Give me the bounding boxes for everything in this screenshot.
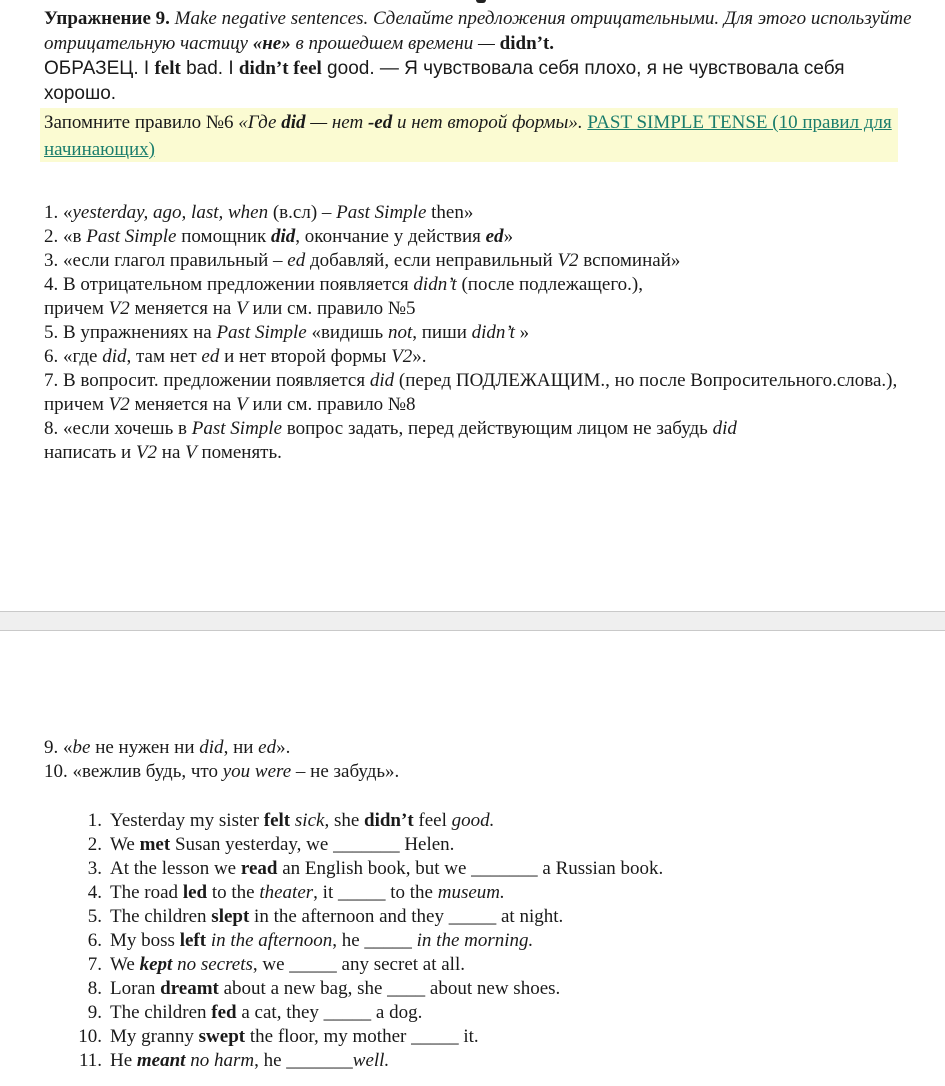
list-item: 5. The children slept in the afternoon and they _____ at night. xyxy=(87,906,564,927)
rule-4: 4. В отрицательном предложении появляется didn’t (после подлежащего.), причем V2 меняется на V или см. правило №5 xyxy=(44,274,643,319)
rules-list-continued xyxy=(44,736,924,784)
rule-3: 3. «если глагол правильный – ed добавляй, если неправильный V2 вспоминай» xyxy=(44,250,681,271)
list-item: 2. We met Susan yesterday, we _______ Helen. xyxy=(87,834,455,855)
sample-sentence: ОБРАЗЕЦ. I felt bad. I didn’t feel good. — Я чувствовала себя плохо, я не чувствовала себя хорошо. xyxy=(44,58,845,104)
list-item: 8. Loran dreamt about a new bag, she ____ about new shoes. xyxy=(87,978,561,999)
rule-note: Запомните правило №6 «Где did — нет -ed и нет второй формы». PAST SIMPLE TENSE (10 правил для начинающих) xyxy=(44,112,892,160)
list-item: 10. My granny swept the floor, my mother _____ it. xyxy=(78,1026,479,1047)
exercise-sentences xyxy=(76,809,936,1073)
rule-6: 6. «где did, там нет ed и нет второй формы V2». xyxy=(44,346,427,367)
list-item: 7. We kept no secrets, we _____ any secret at all. xyxy=(87,954,465,975)
list-item: 6. My boss left in the afternoon, he _____ in the morning. xyxy=(87,930,534,951)
list-item: 11. He meant no harm, he _______well. xyxy=(78,1050,390,1071)
list-item: 1. Yesterday my sister felt sick, she didn’t feel good. xyxy=(87,810,495,831)
page-break-divider xyxy=(0,611,945,631)
rule-2: 2. «в Past Simple помощник did, окончание у действия ed» xyxy=(44,226,514,247)
rule-5: 5. В упражнениях на Past Simple «видишь not, пиши didn’t » xyxy=(44,322,530,343)
rule-7: 7. В вопросит. предложении появляется did (перед ПОДЛЕЖАЩИМ., но после Вопросительного.слова.), причем V2 меняется на V или см. правило №8 xyxy=(44,370,898,415)
rule-8: 8. «если хочешь в Past Simple вопрос задать, перед действующим лицом не забудь did написать и V2 на V поменять. xyxy=(44,418,737,463)
rule-1: 1. «yesterday, ago, last, when (в.сл) – Past Simple then» xyxy=(44,202,474,223)
exercise-number: Упражнение 9. xyxy=(44,8,170,29)
rule-9: 9. «be не нужен ни did, ни ed». xyxy=(44,737,291,758)
cropped-heading-fragment xyxy=(0,0,945,4)
rules-list xyxy=(44,201,924,465)
list-item: 9. The children fed a cat, they _____ a dog. xyxy=(87,1002,423,1023)
rule-10: 10. «вежлив будь, что you were – не забудь». xyxy=(44,761,400,782)
exercise-title: Упражнение 9. Make negative sentences. Сделайте предложения отрицательными. Для этого используйте отрицательную частицу «не» в прошедшем времени — didn’t. xyxy=(44,8,912,54)
list-item: 4. The road led to the theater, it _____ to the museum. xyxy=(87,882,505,903)
list-item: 3. At the lesson we read an English book, but we _______ a Russian book. xyxy=(87,858,664,879)
past-simple-link[interactable]: PAST SIMPLE TENSE (10 правил для начинающих) xyxy=(44,112,892,160)
